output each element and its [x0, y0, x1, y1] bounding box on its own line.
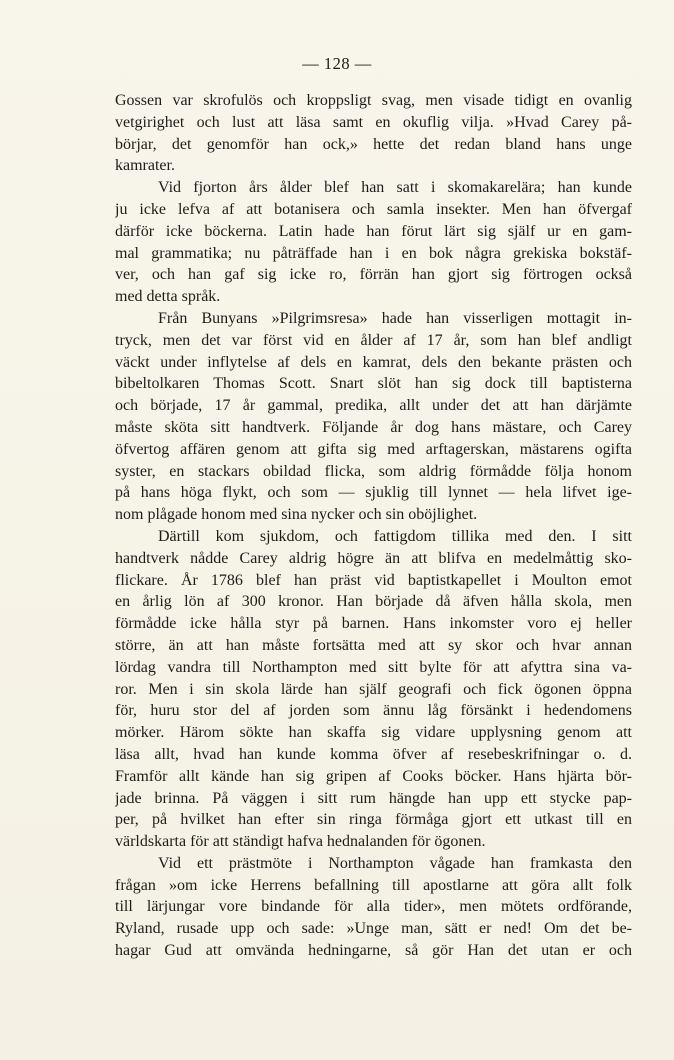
- body-text: [115, 90, 632, 962]
- text-line: börjar, det genomför han ock,» hette det redan bland hans unge: [115, 135, 632, 153]
- text-line: syster, en stackars obildad flicka, som aldrig förmådde följa honom: [115, 462, 632, 480]
- text-line: tryck, men det var först vid en ålder af 17 år, som han blef andligt: [115, 331, 632, 349]
- text-line: öfvertog affären genom att gifta sig med arftagerskan, mästarens ogifta: [115, 440, 632, 458]
- text-line: mörker. Härom sökte han skaffa sig vidare upplysning genom att: [115, 724, 632, 742]
- text-line: ver, och han gaf sig icke ro, förrän han gjort sig förtrogen också: [115, 266, 632, 284]
- text-line: läsa allt, hvad han kunde komma öfver af resebeskrifningar o. d.: [115, 745, 632, 763]
- text-line: måste sköta sitt handtverk. Följande år dog hans mästare, och Carey: [115, 418, 632, 436]
- text-line: världskarta för att ständigt hafva hednalanden för ögonen.: [115, 833, 486, 851]
- text-line: vetgirighet och lust att läsa samt en okuflig vilja. »Hvad Carey på-: [115, 113, 632, 131]
- text-line: på hans höga flykt, och som — sjuklig till lynnet — hela lifvet ige-: [115, 484, 632, 502]
- text-line: för, huru stor del af jorden som ännu låg försänkt i hedendomens: [115, 702, 632, 720]
- text-line: Vid fjorton års ålder blef han satt i skomakarelära; han kunde: [158, 179, 632, 197]
- text-line: förmådde icke hålla styr på barnen. Hans inkomster voro ej heller: [115, 615, 632, 633]
- text-line: mal grammatika; nu påträffade han i en bok några grekiska bokstäf-: [115, 244, 632, 262]
- text-line: Ryland, rusade upp och sade: »Unge man, sätt er ned! Om det be-: [115, 920, 632, 938]
- text-line: därför icke böckerna. Latin hade han förut lärt sig själf ur en gam-: [115, 222, 632, 240]
- text-line: till lärjungar vore bindande för alla tider», men mötets ordförande,: [115, 898, 632, 916]
- text-line: kamrater.: [115, 157, 175, 175]
- text-line: per, på hvilket han efter sin ringa förmåga gjort ett utkast till en: [115, 811, 632, 829]
- text-line: och började, 17 år gammal, predika, allt under det att han därjämte: [115, 397, 632, 415]
- text-line: Vid ett prästmöte i Northampton vågade han framkasta den: [158, 854, 632, 872]
- text-line: bibeltolkaren Thomas Scott. Snart slöt han sig dock till baptisterna: [115, 375, 632, 393]
- text-line: Framför allt kände han sig gripen af Cooks böcker. Hans hjärta bör-: [115, 767, 632, 785]
- text-line: större, än att han måste fortsätta med att sy skor och hvar annan: [115, 636, 632, 654]
- text-line: med detta språk.: [115, 288, 221, 306]
- text-line: ror. Men i sin skola lärde han själf geografi och fick ögonen öppna: [115, 680, 632, 698]
- text-line: frågan »om icke Herrens befallning till apostlarne att göra allt folk: [115, 876, 632, 894]
- text-line: lördag vandra till Northampton med sitt bylte för att afyttra sina va-: [115, 658, 632, 676]
- text-line: flickare. År 1786 blef han präst vid baptistkapellet i Moulton emot: [115, 571, 632, 589]
- page-number: — 128 —: [302, 54, 372, 73]
- text-line: hagar Gud att omvända hedningarne, så gör Han det utan er och: [115, 942, 632, 960]
- text-line: Därtill kom sjukdom, och fattigdom tillika med den. I sitt: [158, 527, 632, 545]
- text-line: handtverk nådde Carey aldrig högre än att blifva en medelmåttig sko-: [115, 549, 632, 567]
- text-line: Gossen var skrofulös och kroppsligt svag, men visade tidigt en ovanlig: [115, 92, 632, 109]
- text-line: en årlig lön af 300 kronor. Han började då äfven hålla skola, men: [115, 593, 632, 611]
- text-line: väckt under inflytelse af dels en kamrat, dels den bekante prästen och: [115, 353, 632, 371]
- text-line: jade brinna. På väggen i sitt rum hängde han upp ett stycke pap-: [115, 789, 632, 807]
- text-line: ju icke lefva af att botanisera och samla insekter. Men han öfvergaf: [115, 200, 632, 218]
- text-line: nom plågade honom med sina nycker och sin oböjlighet.: [115, 506, 478, 524]
- text-line: Från Bunyans »Pilgrimsresa» hade han visserligen mottagit in-: [158, 309, 632, 327]
